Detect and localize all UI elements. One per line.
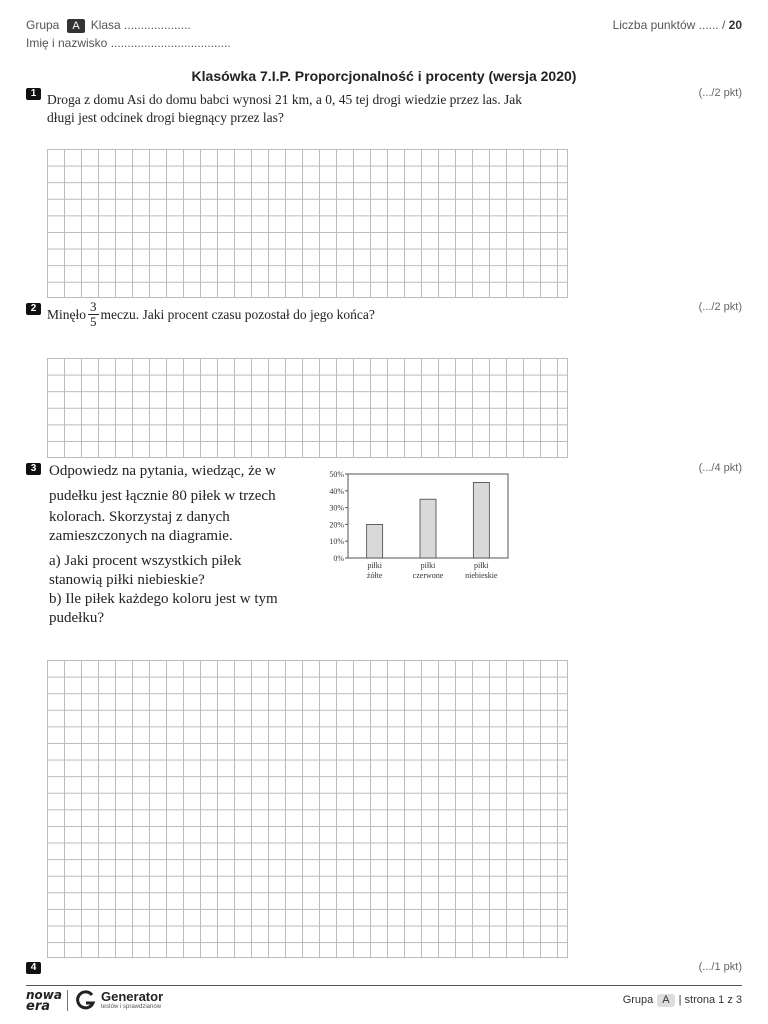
x-tick-label: czerwone — [412, 571, 444, 580]
question-points-4: (.../1 pkt) — [698, 961, 742, 973]
y-tick-label: 40% — [329, 486, 344, 496]
y-tick-label: 50% — [329, 470, 344, 479]
fraction-denominator: 5 — [90, 314, 97, 329]
points-label: Liczba punktów ...... / — [612, 18, 726, 32]
question-text-3a-line1: a) Jaki procent wszystkich piłek — [49, 553, 242, 569]
bar — [367, 524, 383, 558]
group-badge: A — [67, 19, 84, 33]
x-tick-label: piłki — [420, 561, 436, 570]
x-tick-label: piłki — [473, 561, 489, 570]
generator-title: Generator — [101, 989, 164, 1004]
question-text-3-line2: pudełku jest łącznie 80 piłek w trzech — [49, 488, 276, 504]
question-text-3-line1: Odpowiedz na pytania, wiedząc, że w — [49, 463, 276, 479]
generator-subtitle: testów i sprawdzianów — [101, 1004, 162, 1010]
footer-group-label: Grupa — [622, 994, 654, 1006]
question-text-3b-line1: b) Ile piłek każdego koloru jest w tym — [49, 591, 278, 607]
nowa-era-logo — [26, 990, 64, 1012]
bar — [473, 482, 489, 558]
bar — [420, 499, 436, 558]
fraction — [88, 300, 99, 329]
question-text-2-after: meczu. Jaki procent czasu pozostał do jego końca? — [100, 306, 375, 322]
question-text-1 — [47, 91, 522, 127]
footer-divider — [26, 985, 742, 986]
question-text-2-before: Minęło — [47, 306, 86, 322]
generator-logo-icon — [76, 990, 96, 1012]
question-points-3: (.../4 pkt) — [698, 462, 742, 474]
question-text-1-line1: Droga z domu Asi do domu babci wynosi 21 km, a 0, 45 tej drogi wiedzie przez las. Jak — [47, 92, 523, 107]
question-text-3b-line2: pudełku? — [49, 610, 104, 626]
question-number-3: 3 — [26, 463, 41, 475]
page-title: Klasówka 7.I.P. Proporcjonalność i procenty (wersja 2020) — [191, 68, 577, 84]
group-field — [26, 18, 191, 33]
question-text-3-line4: zamieszczonych na diagramie. — [49, 528, 233, 544]
y-tick-label: 0% — [333, 554, 344, 563]
group-label: Grupa — [26, 18, 60, 32]
question-points-1: (.../2 pkt) — [698, 87, 742, 99]
answer-grid-3[interactable] — [47, 660, 568, 958]
logo-divider — [67, 990, 68, 1011]
points-total: 20 — [728, 18, 742, 32]
answer-grid-1[interactable] — [47, 149, 568, 298]
question-text-3a-line2: stanowią piłki niebieskie? — [49, 572, 205, 588]
x-tick-label: żółte — [366, 571, 383, 580]
class-label: Klasa .................... — [90, 18, 191, 32]
y-tick-label: 10% — [329, 537, 344, 547]
question-text-3 — [49, 462, 319, 628]
question-number-1: 1 — [26, 88, 41, 100]
question-number-2: 2 — [26, 303, 41, 315]
page-number: | strona 1 z 3 — [678, 994, 742, 1006]
fraction-numerator: 3 — [90, 299, 97, 314]
question-text-2 — [47, 300, 375, 329]
x-tick-label: niebieskie — [465, 571, 498, 580]
question-text-1-line2: długi jest odcinek drogi biegnący przez las? — [47, 110, 284, 125]
question-text-3-line3: kolorach. Skorzystaj z danych — [49, 509, 230, 525]
answer-grid-2[interactable] — [47, 358, 568, 458]
points-field — [613, 18, 742, 32]
x-tick-label: piłki — [367, 561, 383, 570]
y-tick-label: 20% — [329, 520, 344, 530]
bar-chart — [322, 464, 512, 588]
logo-era: era — [26, 999, 51, 1014]
question-number-4: 4 — [26, 962, 41, 974]
student-name-field: Imię i nazwisko .................................... — [26, 36, 231, 50]
logo-nowa: nowa — [26, 988, 62, 1002]
footer-group-badge: A — [657, 994, 674, 1007]
question-points-2: (.../2 pkt) — [698, 301, 742, 313]
generator-logo-text — [101, 990, 163, 1011]
page-info — [623, 994, 742, 1007]
y-tick-label: 30% — [329, 503, 344, 513]
